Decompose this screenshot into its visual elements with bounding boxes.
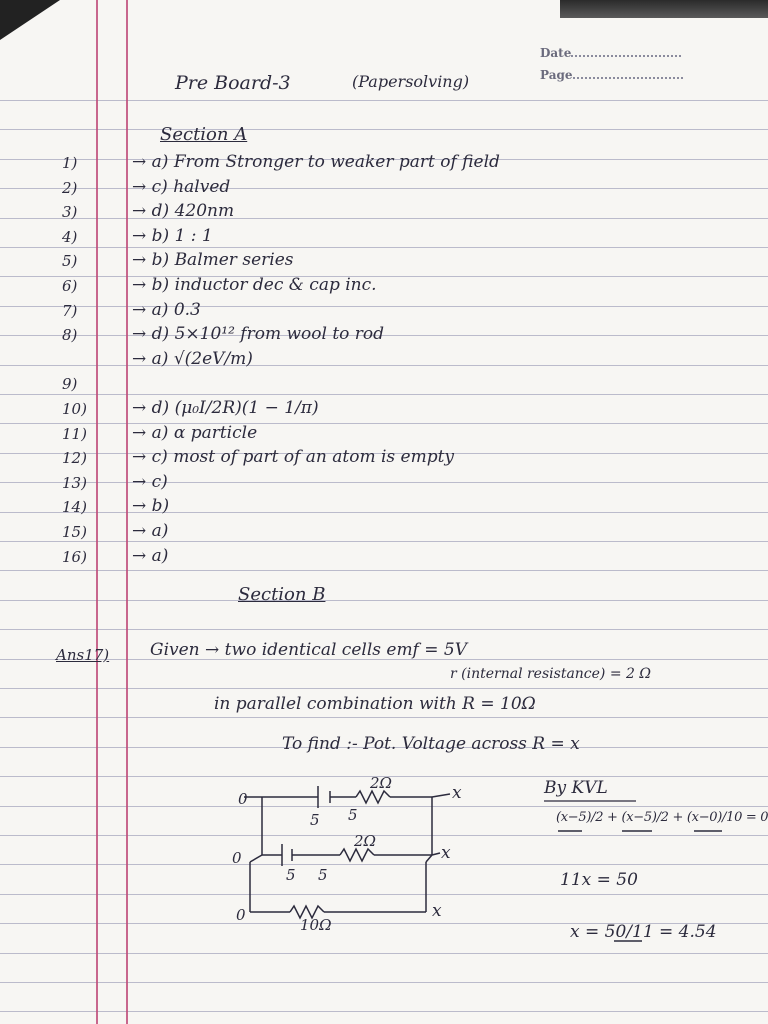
- node-x-mid: x: [441, 843, 451, 863]
- answer-number: 10): [62, 400, 87, 418]
- answer-number: 7): [62, 302, 78, 320]
- answer-text: → b): [132, 496, 170, 516]
- answer-text: → a): [132, 546, 169, 566]
- kvl-equation-1: (x−5)/2 + (x−5)/2 + (x−0)/10 = 0: [556, 810, 768, 825]
- answer-number: 5): [62, 252, 78, 270]
- answer-text: → b) 1 : 1: [132, 226, 213, 246]
- kvl-equation-3: x = 50/11 = 4.54: [570, 922, 717, 942]
- answer-text: → a) √(2eV/m): [132, 349, 253, 369]
- answer-text: → a) 0.3: [132, 300, 201, 320]
- node-x-bottom: x: [432, 901, 442, 921]
- left-join-wire: [250, 855, 262, 862]
- resistor-r2: [340, 849, 374, 861]
- section-a-heading: Section A: [160, 124, 248, 145]
- r1-label: 2Ω: [370, 774, 392, 792]
- lead-right-2: [432, 853, 440, 855]
- answer-number: 8): [62, 326, 78, 344]
- answer-text: → d) 420nm: [132, 201, 235, 221]
- kvl-equation-2: 11x = 50: [560, 870, 638, 890]
- parallel-line: in parallel combination with R = 10Ω: [214, 694, 536, 714]
- given-line: Given → two identical cells emf = 5V: [150, 640, 467, 660]
- emf1-label-b: 5: [348, 806, 358, 824]
- node-0-bottom: 0: [236, 906, 246, 924]
- resistor-r1: [356, 791, 390, 803]
- answer-number: 3): [62, 203, 78, 221]
- page-title: Pre Board-3: [175, 72, 291, 94]
- R-label: 10Ω: [300, 916, 332, 934]
- answer-text: → d) (μ₀I/2R)(1 − 1/π): [132, 398, 319, 418]
- answer-number: 13): [62, 474, 87, 492]
- kvl-heading: By KVL: [544, 778, 608, 798]
- answer-text: → c): [132, 472, 168, 492]
- answer-number: 4): [62, 228, 78, 246]
- answer-number: 14): [62, 498, 87, 516]
- answer-number: 16): [62, 548, 87, 566]
- lead-right-1: [432, 794, 450, 797]
- right-join-wire: [426, 855, 432, 862]
- answer-number: 9): [62, 375, 78, 393]
- answer-text: → c) halved: [132, 177, 231, 197]
- emf1-label-a: 5: [310, 811, 320, 829]
- node-0-top: 0: [238, 790, 248, 808]
- node-x-top: x: [452, 783, 462, 803]
- internal-resistance-line: r (internal resistance) = 2 Ω: [450, 666, 651, 682]
- answer-text: → c) most of part of an atom is empty: [132, 447, 455, 467]
- answer-number: 2): [62, 179, 78, 197]
- answer-text: → a) From Stronger to weaker part of field: [132, 152, 500, 172]
- section-b-heading: Section B: [238, 584, 326, 605]
- answer-text: → a): [132, 521, 169, 541]
- node-0-mid: 0: [232, 849, 242, 867]
- answer-number: 6): [62, 277, 78, 295]
- r2-label: 2Ω: [354, 832, 376, 850]
- emf2-label-a: 5: [286, 866, 296, 884]
- answer-number: 11): [62, 425, 87, 443]
- page-subtitle: (Papersolving): [352, 72, 470, 91]
- answer-text: → b) inductor dec & cap inc.: [132, 275, 377, 295]
- emf2-label-b: 5: [318, 866, 328, 884]
- answer-number: 1): [62, 154, 78, 172]
- find-line: To find :- Pot. Voltage across R = x: [282, 734, 580, 754]
- answer-text: → a) α particle: [132, 423, 258, 443]
- page-label: Page: [540, 68, 573, 82]
- answer-17-label: Ans17): [56, 646, 110, 664]
- answer-text: → b) Balmer series: [132, 250, 294, 270]
- answer-text: → d) 5×10¹² from wool to rod: [132, 324, 385, 344]
- answer-number: 12): [62, 449, 87, 467]
- date-label: Date: [540, 46, 572, 60]
- answer-number: 15): [62, 523, 87, 541]
